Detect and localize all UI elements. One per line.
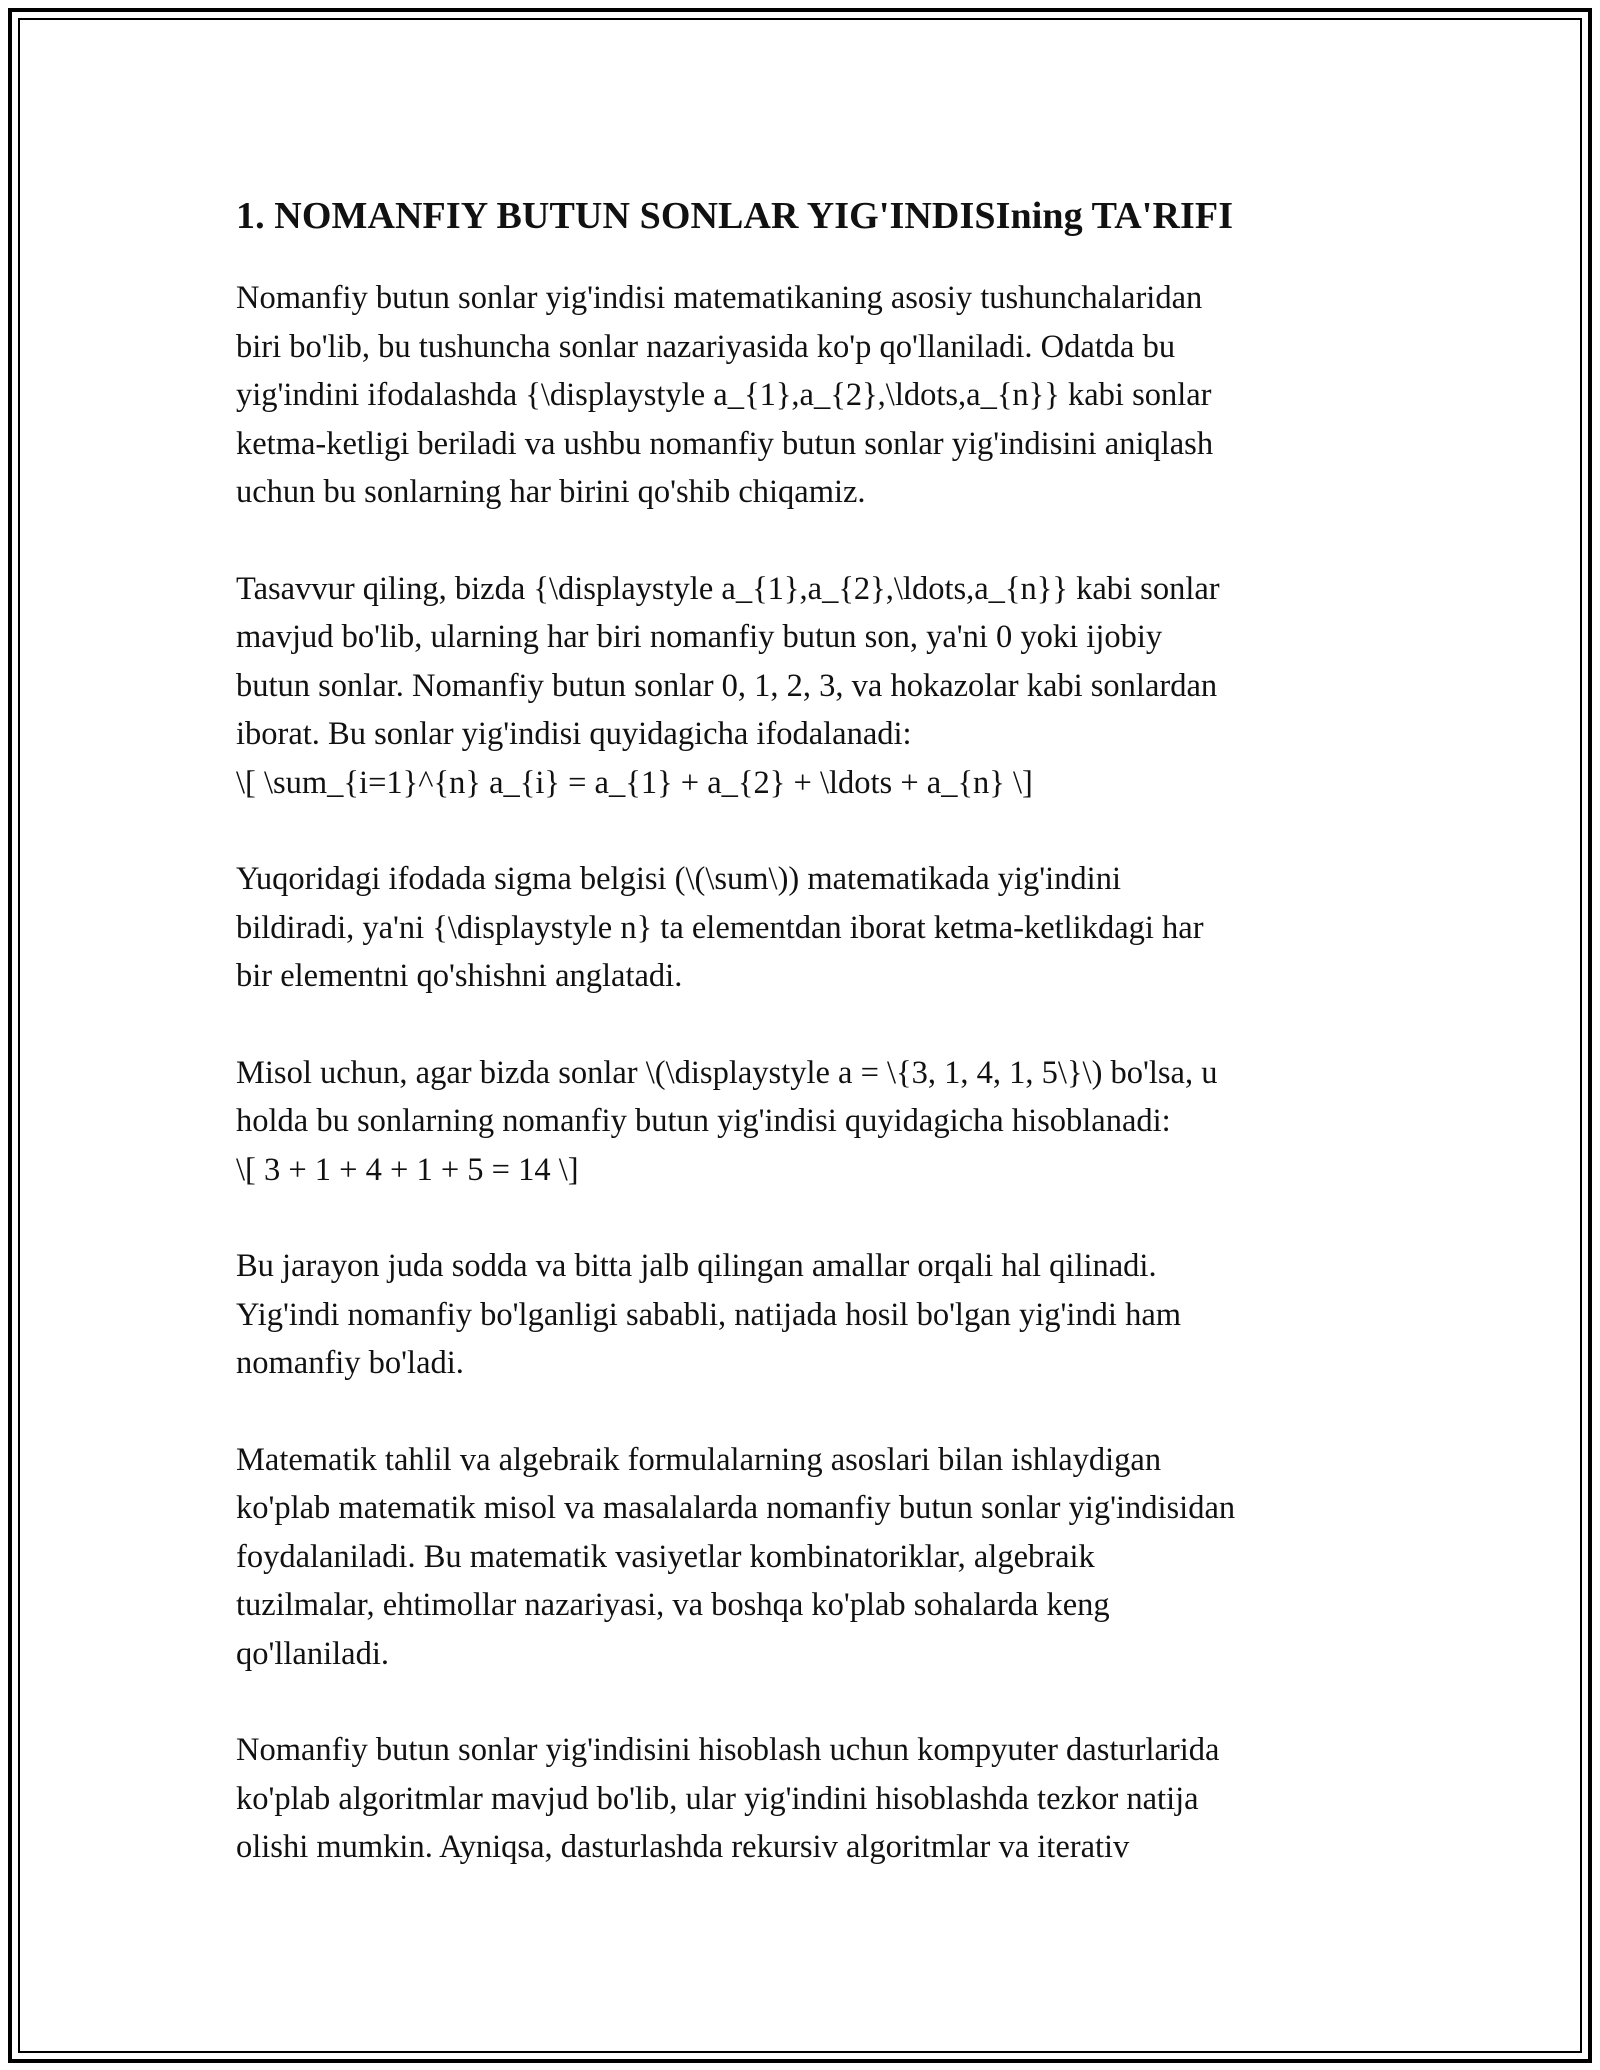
document-body — [236, 188, 1376, 1920]
paragraph-simplicity: Bu jarayon juda sodda va bitta jalb qilingan amallar orqali hal qilinadi. Yig'indi nomanfiy bo'lganligi sababli, natijada hosil bo'lgan yig'indi ham nomanfiy bo'ladi. — [236, 1248, 1182, 1381]
document-title: 1. NOMANFIY BUTUN SONLAR YIG'INDISIning TA'RIFI — [236, 195, 1234, 237]
paragraph-definition: Nomanfiy butun sonlar yig'indisi matematikaning asosiy tushunchalaridan biri bo'lib, bu tushuncha sonlar nazariyasida ko'p qo'llaniladi. Odatda bu yig'indini ifodalashda {\displaystyle a_{1},a_{2},\ldots,a_{n}} kabi sonlar ketma-ketligi beriladi va ushbu nomanfiy butun sonlar yig'indisini aniqlash uchun bu sonlarning har birini qo'shib chiqamiz. — [236, 280, 1214, 510]
paragraph-applications: Matematik tahlil va algebraik formulalarning asoslari bilan ishlaydigan ko'plab matematik misol va masalalarda nomanfiy butun sonlar yig'indisidan foydalaniladi. Bu matematik vasiyetlar kombinatoriklar, algebraik tuzilmalar, ehtimollar nazariyasi, va boshqa ko'plab sohalarda keng qo'llaniladi. — [236, 1441, 1236, 1672]
paragraph-sum-formula: Tasavvur qiling, bizda {\displaystyle a_{1},a_{2},\ldots,a_{n}} kabi sonlar mavjud bo'lib, ularning har biri nomanfiy butun son, ya'ni 0 yoki ijobiy butun sonlar. Nomanfiy butun sonlar 0, 1, 2, 3, va hokazolar kabi sonlardan iborat. Bu sonlar yig'indisi quyidagicha ifodalanadi: \[ \sum_{i=1}^{n} a_{i} = a_{1} + a_{2} + \ldots + a_{n} \] — [236, 570, 1220, 801]
paragraph-algorithms: Nomanfiy butun sonlar yig'indisini hisoblash uchun kompyuter dasturlarida ko'plab algoritmlar mavjud bo'lib, ular yig'indini hisoblashda tezkor natija olishi mumkin. Ayniqsa, dasturlashda rekursiv algoritmlar va iterativ — [236, 1732, 1220, 1865]
paragraph-sigma-explanation: Yuqoridagi ifodada sigma belgisi (\(\sum\)) matematikada yig'indini bildiradi, ya'ni {\displaystyle n} ta elementdan iborat ketma-ketlikdagi har bir elementni qo'shishni anglatadi. — [236, 861, 1204, 994]
paragraph-example: Misol uchun, agar bizda sonlar \(\displaystyle a = \{3, 1, 4, 1, 5\}\) bo'lsa, u holda bu sonlarning nomanfiy butun yig'indisi quyidagicha hisoblanadi: \[ 3 + 1 + 4 + 1 + 5 = 14 \] — [236, 1054, 1218, 1188]
